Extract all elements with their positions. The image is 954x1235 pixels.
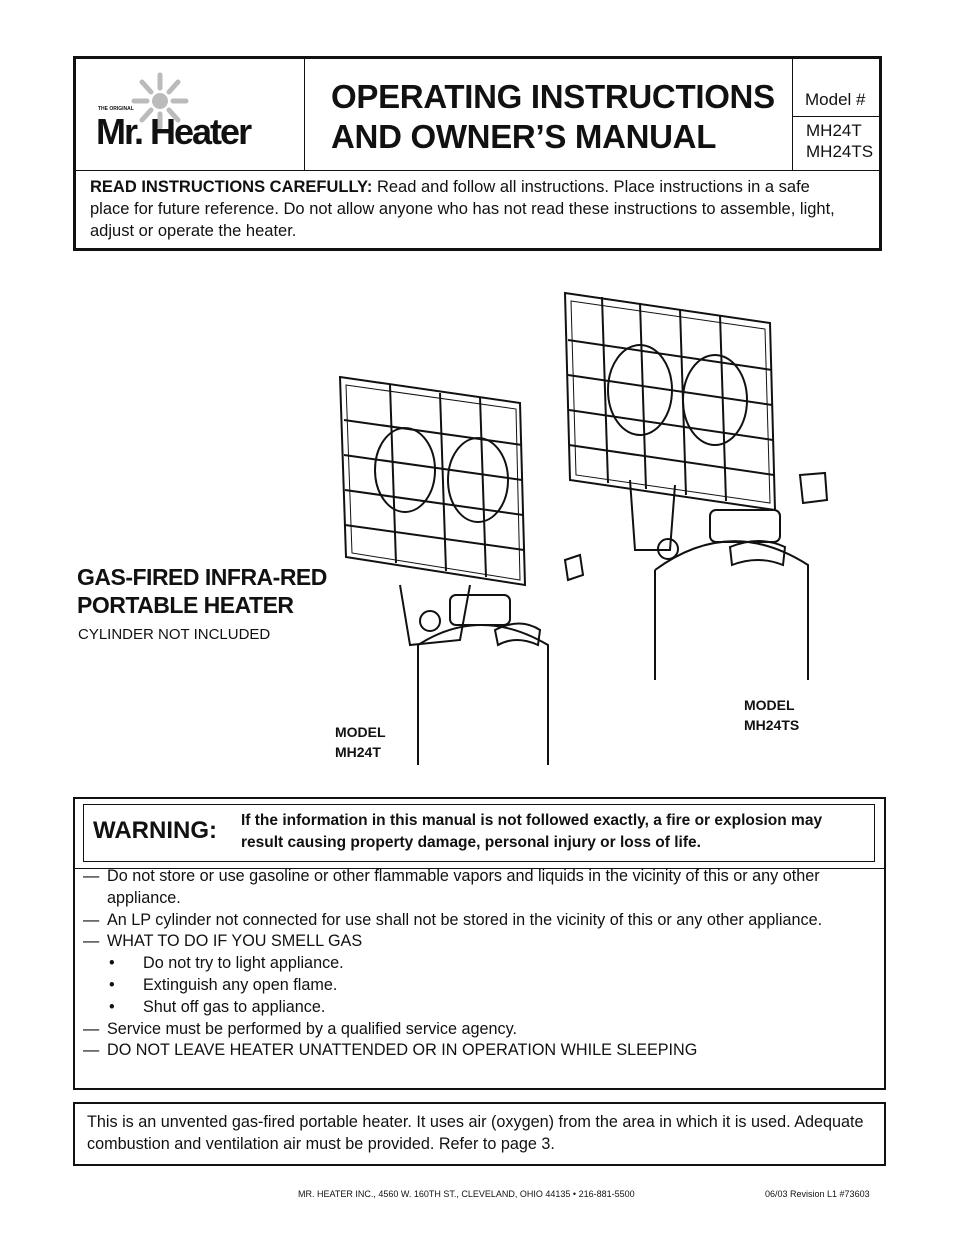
heater-illustration (330, 285, 850, 765)
warning-item (83, 1040, 863, 1062)
item-text: Do not store or use gasoline or other flammable vapors and liquids in the vicinity of this or any other appliance. (107, 867, 820, 907)
warning-item (83, 910, 863, 932)
warning-item (83, 931, 863, 953)
footer-address: MR. HEATER INC., 4560 W. 160TH ST., CLEVELAND, OHIO 44135 • 216-881-5500 (298, 1189, 635, 1199)
model-divider (793, 116, 879, 117)
ventilation-notice-box (73, 1102, 886, 1166)
product-subtitle: CYLINDER NOT INCLUDED (78, 626, 271, 643)
read-instructions-body: Read and follow all instructions. Place instructions in a safe place for future reference. Do not allow anyone who has not read these instructions to assemble, light, adjust or operate the heater. (90, 178, 835, 240)
warning-box (73, 797, 886, 1090)
read-instructions (90, 176, 850, 242)
item-marker: • (109, 954, 115, 973)
header-divider (76, 170, 879, 171)
ventilation-notice-text: This is an unvented gas-fired portable heater. It uses air (oxygen) from the area in which it is used. Adequate combustion and ventilation air must be provided. Refer to page 3. (87, 1113, 864, 1153)
warning-subitem (83, 997, 863, 1019)
warning-item (83, 866, 863, 910)
item-marker: — (83, 932, 100, 951)
item-marker: — (83, 867, 100, 885)
warning-subitem (83, 975, 863, 997)
warning-item (83, 1019, 863, 1041)
item-text: WHAT TO DO IF YOU SMELL GAS (107, 932, 363, 951)
logo-brand: Mr. Heater (96, 111, 251, 152)
item-text: Do not try to light appliance. (143, 954, 344, 973)
title-line-1: OPERATING INSTRUCTIONS (331, 78, 775, 115)
item-marker: — (83, 1019, 100, 1038)
warning-subitem (83, 953, 863, 975)
model-tag-mh24ts (744, 695, 799, 735)
read-instructions-lead: READ INSTRUCTIONS CAREFULLY: (90, 178, 373, 196)
model-cell (793, 59, 879, 170)
warning-text: If the information in this manual is not followed exactly, a fire or explosion may result causing property damage, personal injury or loss of life. (241, 812, 823, 851)
item-text: DO NOT LEAVE HEATER UNATTENDED OR IN OPERATION WHILE SLEEPING (107, 1041, 698, 1060)
model-tag-label: MODEL (744, 697, 795, 713)
logo-tagline: THE ORIGINAL (98, 106, 134, 112)
item-text: Extinguish any open flame. (143, 975, 338, 994)
product-title (77, 563, 327, 619)
item-marker: • (109, 975, 115, 994)
item-text: An LP cylinder not connected for use shall not be stored in the vicinity of this or any other appliance. (107, 910, 823, 929)
warning-label: WARNING: (93, 817, 217, 844)
heater-mh24t-drawing (340, 377, 583, 765)
item-marker: • (109, 997, 115, 1016)
item-marker: — (83, 1041, 100, 1060)
model-tag-label: MODEL (335, 724, 386, 740)
logo-cell (76, 59, 305, 170)
item-marker: — (83, 910, 100, 929)
model-label: Model # (805, 90, 866, 109)
model-item: MH24TS (806, 142, 874, 161)
heater-mh24ts-drawing (565, 293, 827, 680)
header-box (73, 56, 882, 251)
model-item: MH24T (806, 121, 862, 140)
warning-list (83, 866, 863, 1062)
title-cell (305, 59, 793, 170)
warning-header (83, 804, 875, 862)
model-tag-value: MH24TS (744, 717, 800, 733)
model-tag-value: MH24T (335, 744, 381, 760)
model-tag-mh24t (335, 722, 386, 762)
product-title-line-1: GAS-FIRED INFRA-RED (77, 564, 327, 590)
item-text: Shut off gas to appliance. (143, 997, 326, 1016)
title-line-2: AND OWNER’S MANUAL (331, 118, 717, 155)
item-text: Service must be performed by a qualified service agency. (107, 1019, 517, 1038)
model-list (806, 120, 873, 162)
page-title (331, 77, 775, 157)
product-title-line-2: PORTABLE HEATER (77, 592, 294, 618)
footer-revision: 06/03 Revision L1 #73603 (765, 1189, 870, 1199)
